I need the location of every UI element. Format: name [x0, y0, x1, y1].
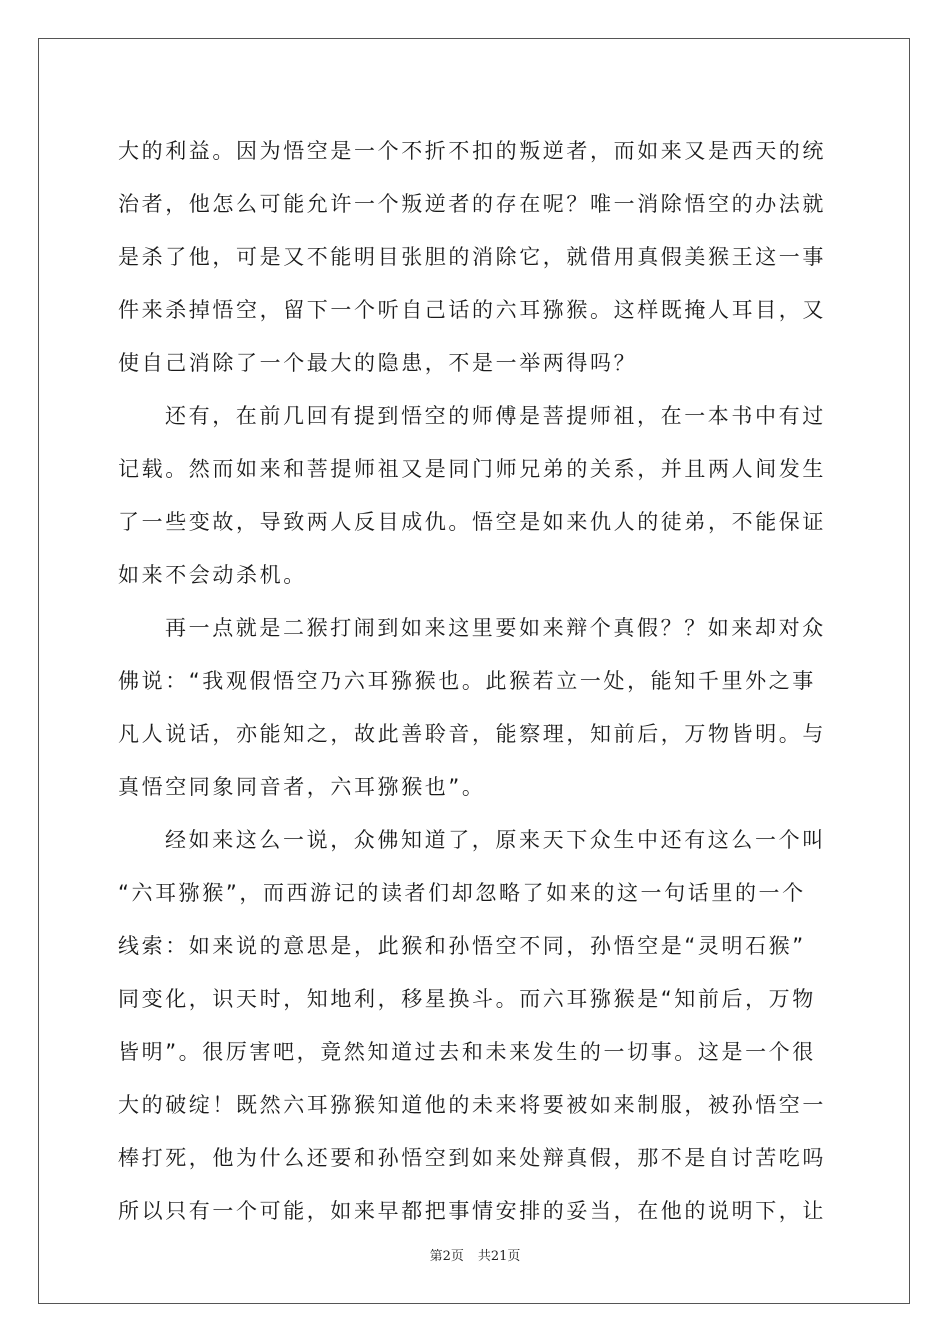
text-line: 是杀了他，可是又不能明目张胆的消除它，就借用真假美猴王这一事: [118, 245, 826, 269]
text-line: 记载。然而如来和菩提师祖又是同门师兄弟的关系，并且两人间发生: [118, 457, 826, 481]
text-line: 治者，他怎么可能允许一个叛逆者的存在呢？唯一消除悟空的办法就: [118, 192, 826, 216]
text-line: 所以只有一个可能，如来早都把事情安排的妥当，在他的说明下，让: [118, 1199, 826, 1223]
page-number: 第2页: [429, 1249, 464, 1264]
text-line: 同变化，识天时，知地利，移星换斗。而六耳猕猴是“知前后，万物: [118, 987, 816, 1011]
text-line: 真悟空同象同音者，六耳猕猴也”。: [118, 775, 486, 799]
text-line: 佛说：“我观假悟空乃六耳猕猴也。此猴若立一处，能知千里外之事: [118, 669, 816, 693]
text-line: 棒打死，他为什么还要和孙悟空到如来处辩真假，那不是自讨苦吃吗: [118, 1146, 826, 1170]
page-footer: [0, 1249, 950, 1265]
text-line: 凡人说话，亦能知之，故此善聆音，能察理，知前后，万物皆明。与: [118, 722, 826, 746]
text-line: 再一点就是二猴打闹到如来这里要如来辩个真假？？如来却对众: [165, 616, 826, 640]
text-line: 还有，在前几回有提到悟空的师傅是菩提师祖，在一本书中有过: [165, 404, 826, 428]
text-line: “六耳猕猴”，而西游记的读者们却忽略了如来的这一句话里的一个: [118, 881, 806, 905]
page-total: 共21页: [477, 1249, 521, 1264]
text-line: 件来杀掉悟空，留下一个听自己话的六耳猕猴。这样既掩人耳目，又: [118, 298, 826, 322]
text-line: 皆明”。很厉害吧，竟然知道过去和未来发生的一切事。这是一个很: [118, 1040, 816, 1064]
text-line: 使自己消除了一个最大的隐患，不是一举两得吗？: [118, 351, 638, 375]
text-line: 大的利益。因为悟空是一个不折不扣的叛逆者，而如来又是西天的统: [118, 139, 826, 163]
document-body: [118, 125, 834, 1238]
text-line: 大的破绽！既然六耳猕猴知道他的未来将要被如来制服，被孙悟空一: [118, 1093, 826, 1117]
text-line: 经如来这么一说，众佛知道了，原来天下众生中还有这么一个叫: [165, 828, 826, 852]
text-line: 线索：如来说的意思是，此猴和孙悟空不同，孙悟空是“灵明石猴”: [118, 934, 806, 958]
text-line: 如来不会动杀机。: [118, 563, 307, 587]
text-line: 了一些变故，导致两人反目成仇。悟空是如来仇人的徒弟，不能保证: [118, 510, 826, 534]
